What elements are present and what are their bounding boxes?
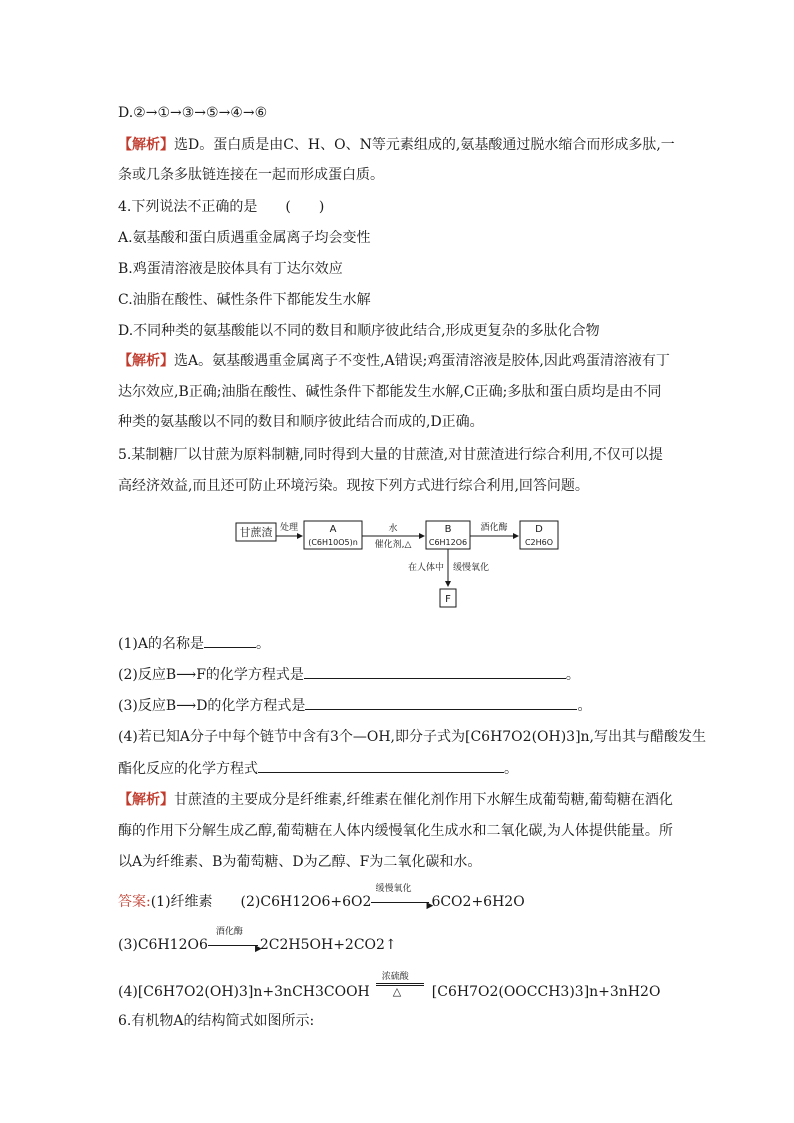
answer-tag: 答案: <box>118 894 151 910</box>
q5-part-2-mid: F的化学方程式是 <box>196 667 304 683</box>
q3-analysis-line-1 <box>118 136 675 154</box>
q5-part-2-end: 。 <box>565 667 580 683</box>
answer-line-4 <box>118 972 661 1001</box>
answer-blank-1[interactable] <box>204 634 256 648</box>
q5-analysis-line-1 <box>118 791 673 809</box>
q4-option-b: B.鸡蛋清溶液是胶体具有丁达尔效应 <box>118 261 343 277</box>
q5-part-1-end: 。 <box>255 636 270 652</box>
box-a-label: A <box>329 524 337 535</box>
answer-1-products: 6CO2+6H2O <box>431 894 525 910</box>
q5-part-3-end: 。 <box>577 698 592 714</box>
box-b-formula: C6H12O6 <box>428 538 468 547</box>
q4-analysis-line-1 <box>118 352 670 370</box>
box-a-formula: (C6H10O5)n <box>308 538 358 547</box>
reaction-flow-diagram <box>230 518 570 613</box>
q6-stem: 6.有机物A的结构简式如图所示: <box>118 1013 315 1029</box>
condition-label: 缓慢氧化 <box>375 884 412 894</box>
right-arrow-icon: ⟶ <box>176 667 197 683</box>
q4-option-a: A.氨基酸和蛋白质遇重金属离子均会变性 <box>118 230 371 246</box>
arrow-down-right-label: 缓慢氧化 <box>453 563 490 573</box>
q5-part-3-text: (3)反应B <box>118 698 177 714</box>
start-label: 甘蔗渣 <box>239 526 273 539</box>
condition-arrow-1: 缓慢氧化 ▶ <box>371 896 431 908</box>
q5-part-2-text: (2)反应B <box>118 667 177 683</box>
arrow-down-left-label: 在人体中 <box>407 563 444 573</box>
answer-blank-2[interactable] <box>304 665 566 679</box>
condition-label: 浓硫酸 <box>381 972 409 982</box>
analysis-tag: 【解析】 <box>118 353 174 369</box>
arrow-2-top-label: 水 <box>388 524 398 534</box>
q5-part-3 <box>118 696 591 715</box>
q5-part-4-line-2 <box>118 759 518 778</box>
box-d-label: D <box>535 524 543 535</box>
q3-analysis-line-2: 条或几条多肽链连接在一起而形成蛋白质。 <box>118 167 384 183</box>
answer-4-text: (4)[C6H7O2(OH)3]n+3nCH3COOH <box>118 984 370 1000</box>
q5-stem-line-1: 5.某制糖厂以甘蔗为原料制糖,同时得到大量的甘蔗渣,对甘蔗渣进行综合利用,不仅可以提 <box>118 447 663 463</box>
right-arrow-icon: ⟶ <box>176 698 197 714</box>
q4-analysis-line-3: 种类的氨基酸以不同的数目和顺序彼此结合而成的,D正确。 <box>118 414 484 430</box>
q4-analysis-line-2: 达尔效应,B正确;油脂在酸性、碱性条件下都能发生水解,C正确;多肽和蛋白质均是由不同 <box>118 384 662 400</box>
q5-part-2 <box>118 665 580 684</box>
q5-stem-line-2: 高经济效益,而且还可防止环境污染。现按下列方式进行综合利用,回答问题。 <box>118 478 589 494</box>
q5-analysis-line-2: 酶的作用下分解生成乙醇,葡萄糖在人体内缓慢氧化生成水和二氧化碳,为人体提供能量。所 <box>118 823 673 839</box>
answer-3-products: 2C2H5OH+2CO2↑ <box>259 937 397 953</box>
q3-option-d: D.②→①→③→⑤→④→⑥ <box>118 105 268 121</box>
arrow-2-bottom-label: 催化剂,△ <box>374 540 412 550</box>
condition-arrow-3: 酒化酶 ▶ <box>208 939 260 951</box>
q5-part-3-mid: D的化学方程式是 <box>196 698 306 714</box>
q5-part-1 <box>118 634 270 653</box>
heat-icon: △ <box>392 985 402 998</box>
answer-blank-3[interactable] <box>305 696 577 710</box>
analysis-text: 甘蔗渣的主要成分是纤维素,纤维素在催化剂作用下水解生成葡萄糖,葡萄糖在酒化 <box>174 792 673 808</box>
answer-blank-4[interactable] <box>258 759 504 773</box>
condition-label: 酒化酶 <box>215 927 243 937</box>
answer-3-text: (3)C6H12O6 <box>118 937 208 953</box>
arrow-3-label: 酒化酶 <box>480 523 508 533</box>
analysis-text: 选D。蛋白质是由C、H、O、N等元素组成的,氨基酸通过脱水缩合而形成多肽,一 <box>174 137 675 153</box>
analysis-tag: 【解析】 <box>118 137 174 153</box>
analysis-tag: 【解析】 <box>118 792 174 808</box>
q5-part-4-line-1: (4)若已知A分子中每个链节中含有3个—OH,即分子式为[C6H7O2(OH)3]n,写出其与醋酸发生 <box>118 729 707 745</box>
answer-line-1 <box>118 884 525 911</box>
arrow-1-label: 处理 <box>279 523 299 533</box>
answer-4-products: [C6H7O2(OOCCH3)3]n+3nH2O <box>431 984 661 1000</box>
box-f-label: F <box>445 594 451 605</box>
q4-option-d: D.不同种类的氨基酸能以不同的数目和顺序彼此结合,形成更复杂的多肽化合物 <box>118 323 600 339</box>
q4-stem: 4.下列说法不正确的是 ( ) <box>118 199 325 215</box>
equilibrium-arrow <box>376 972 426 998</box>
q5-part-4-end: 。 <box>504 761 518 777</box>
q5-part-4-text: 酯化反应的化学方程式 <box>118 761 258 777</box>
analysis-text: 选A。氨基酸遇重金属离子不变性,A错误;鸡蛋清溶液是胶体,因此鸡蛋清溶液有丁 <box>174 353 670 369</box>
q5-part-1-text: (1)A的名称是 <box>118 636 204 652</box>
box-d-formula: C2H6O <box>524 538 554 547</box>
answer-1-text: (1)纤维素 (2)C6H12O6+6O2 <box>150 894 372 910</box>
box-b-label: B <box>444 524 452 535</box>
q4-option-c: C.油脂在酸性、碱性条件下都能发生水解 <box>118 292 371 308</box>
q5-analysis-line-3: 以A为纤维素、B为葡萄糖、D为乙醇、F为二氧化碳和水。 <box>118 854 482 870</box>
answer-line-3 <box>118 927 397 954</box>
